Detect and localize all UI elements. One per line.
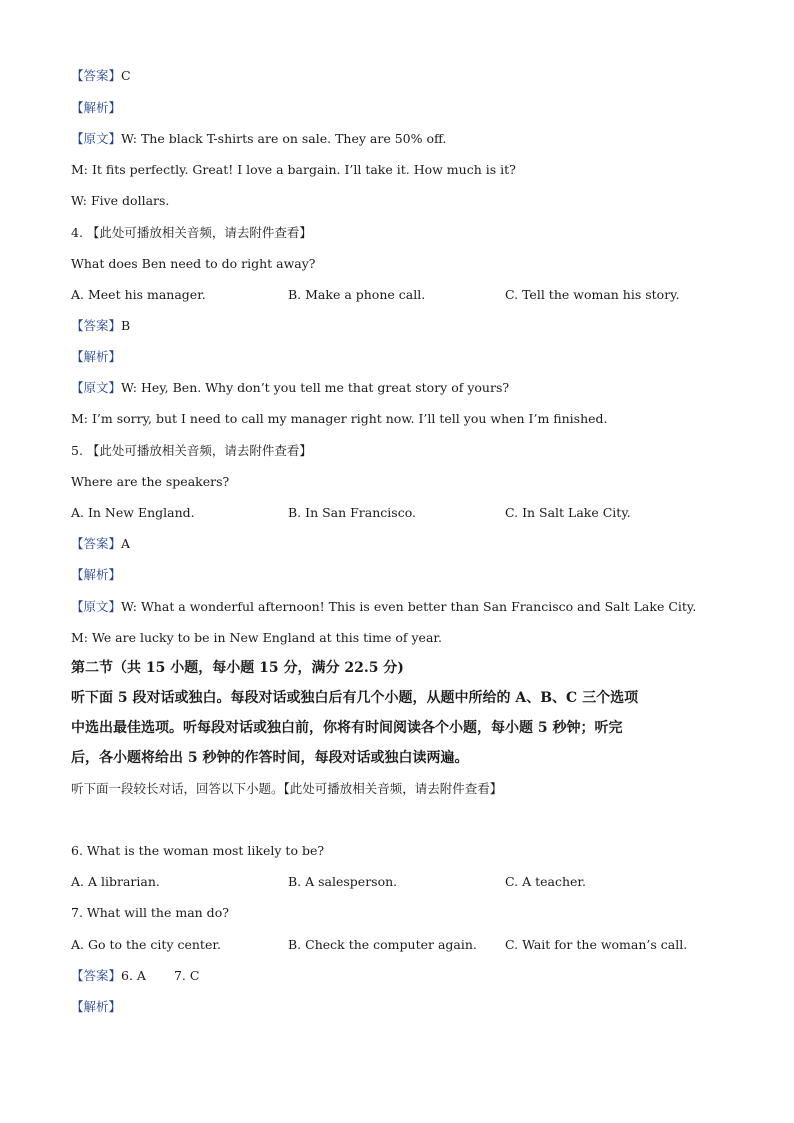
transcript-text: W: The black T-shirts are on sale. They are 50% off. (121, 131, 447, 146)
q5-transcript-line2: M: We are lucky to be in New England at this time of year. (71, 630, 442, 645)
answer-7: 7. C (173, 968, 200, 983)
q7-options (71, 937, 721, 953)
q4-question: What does Ben need to do right away? (71, 256, 316, 271)
answer-tag: 【答案】 (71, 318, 122, 333)
section2-intro: 听下面一段较长对话，回答以下小题。【此处可播放相关音频，请去附件查看】 (71, 781, 503, 796)
transcript-text: W: Hey, Ben. Why don’t you tell me that great story of yours? (121, 380, 510, 395)
q3-analysis-line (71, 100, 721, 116)
answer-value: C (121, 68, 131, 83)
q3-transcript-line1 (71, 131, 721, 147)
section2-title: 第二节（共 15 小题，每小题 15 分，满分 22.5 分) (71, 660, 404, 676)
q5-question: Where are the speakers? (71, 474, 230, 489)
q4-option-b: B. Make a phone call. (288, 287, 426, 302)
answer-value: A (121, 536, 131, 551)
transcript-tag: 【原文】 (71, 380, 122, 395)
section2-instruction-line3: 后，各小题将给出 5 秒钟的作答时间，每段对话或独白读两遍。 (71, 750, 469, 766)
answer-tag: 【答案】 (71, 968, 122, 983)
q7-option-c: C. Wait for the woman’s call. (505, 937, 688, 952)
section2-instruction-line2: 中选出最佳选项。听每段对话或独白前，你将有时间阅读各个小题，每小题 5 秒钟；听完 (71, 720, 623, 736)
answer-tag: 【答案】 (71, 68, 122, 83)
q5-option-c: C. In Salt Lake City. (505, 505, 631, 520)
section2-instruction-line1: 听下面 5 段对话或独白。每段对话或独白后有几个小题，从题中所给的 A、B、C 三个选项 (71, 690, 639, 706)
analysis-tag: 【解析】 (71, 999, 122, 1014)
q4-option-c: C. Tell the woman his story. (505, 287, 680, 302)
q6-option-a: A. A librarian. (71, 874, 160, 889)
transcript-tag: 【原文】 (71, 131, 122, 146)
q3-answer-line (71, 68, 721, 84)
q3-transcript-line2: M: It fits perfectly. Great! I love a bargain. I’ll take it. How much is it? (71, 162, 516, 177)
transcript-text: W: What a wonderful afternoon! This is even better than San Francisco and Salt Lake City. (121, 599, 697, 614)
analysis-tag: 【解析】 (71, 349, 122, 364)
q6-options (71, 874, 721, 890)
q6-option-b: B. A salesperson. (288, 874, 398, 889)
q5-transcript-line1 (71, 599, 721, 615)
analysis-tag: 【解析】 (71, 567, 122, 582)
q6-option-c: C. A teacher. (505, 874, 586, 889)
q4-answer-line (71, 318, 721, 334)
transcript-tag: 【原文】 (71, 599, 122, 614)
answer-6: 6. A (121, 968, 146, 983)
q5-answer-line (71, 536, 721, 552)
answer-tag: 【答案】 (71, 536, 122, 551)
q7-option-b: B. Check the computer again. (288, 937, 477, 952)
q7-option-a: A. Go to the city center. (71, 937, 221, 952)
answer-value: B (121, 318, 131, 333)
q7-question: 7. What will the man do? (71, 905, 229, 920)
analysis-tag: 【解析】 (71, 100, 122, 115)
q4-analysis-line (71, 349, 721, 365)
q4-option-a: A. Meet his manager. (71, 287, 206, 302)
q4-transcript-line1 (71, 380, 721, 396)
q6-7-answer-line (71, 968, 721, 984)
q5-option-b: B. In San Francisco. (288, 505, 416, 520)
q4-transcript-line2: M: I’m sorry, but I need to call my manager right now. I’ll tell you when I’m finished. (71, 411, 608, 426)
q5-option-a: A. In New England. (71, 505, 195, 520)
q5-options (71, 505, 721, 521)
q6-7-analysis-line (71, 999, 721, 1015)
q4-options (71, 287, 721, 303)
q4-header: 4. 【此处可播放相关音频，请去附件查看】 (71, 225, 312, 240)
q6-question: 6. What is the woman most likely to be? (71, 843, 325, 858)
q5-analysis-line (71, 567, 721, 583)
q3-transcript-line3: W: Five dollars. (71, 193, 170, 208)
q5-header: 5. 【此处可播放相关音频，请去附件查看】 (71, 443, 312, 458)
